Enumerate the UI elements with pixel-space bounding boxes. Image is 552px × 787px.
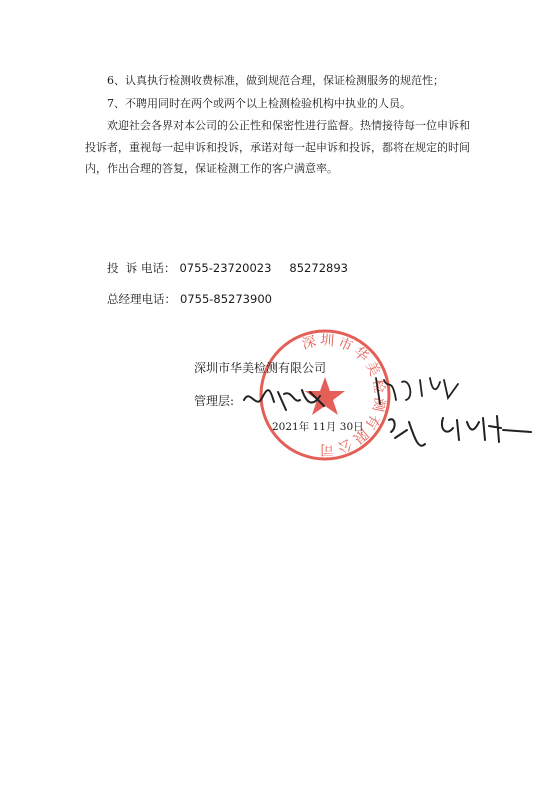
welcome-line-2: 投诉者，重视每一起申诉和投诉，承诺对每一起申诉和投诉，都将在规定的时间 (85, 141, 470, 154)
sign-date: 2021年 11月 30日 (272, 421, 364, 433)
gm-phone: 0755-85273900 (180, 292, 272, 306)
complaint-phone-1: 0755-23720023 (179, 261, 272, 275)
signature-3-icon (385, 410, 535, 455)
gm-phone-row (107, 292, 272, 306)
complaint-phone-2: 85272893 (289, 261, 348, 275)
signature-1-icon (240, 380, 330, 420)
welcome-line-3: 内，作出合理的答复，保证检测工作的客户满意率。 (85, 162, 338, 175)
signature-2-icon (370, 370, 470, 410)
complaint-phone-label: 投 诉 电话： (107, 261, 176, 275)
gm-phone-label: 总经理电话： (107, 292, 176, 306)
seal-text: 深圳市华美检测有限公司 (300, 332, 388, 458)
company-name: 深圳市华美检测有限公司 (194, 361, 327, 375)
clause-7: 7、不聘用同时在两个或两个以上检测检验机构中执业的人员。 (107, 97, 411, 110)
management-label: 管理层: (194, 394, 235, 408)
welcome-line-1: 欢迎社会各界对本公司的公正性和保密性进行监督。热情接待每一位申诉和 (107, 119, 470, 132)
complaint-phone-row (107, 261, 348, 275)
clause-6: 6、认真执行检测收费标准，做到规范合理，保证检测服务的规范性； (107, 74, 444, 87)
